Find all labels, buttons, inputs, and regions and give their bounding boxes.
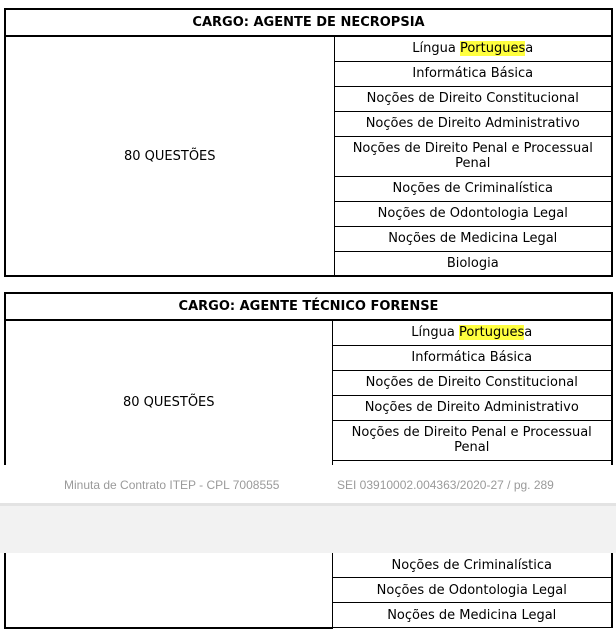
subject-cell: Noções de Medicina Legal [332,603,612,628]
cargo-table-continued [4,553,613,629]
footer-sei-page-text: SEI 03910002.004363/2020-27 / pg. 289 [337,478,554,492]
page-footer [0,465,616,503]
cargo-title: CARGO: AGENTE TÉCNICO FORENSE [5,293,612,320]
page-bottom [0,553,616,634]
highlighted-text: Portugues [459,41,526,57]
questions-count: 80 QUESTÕES [5,320,332,465]
subject-cell: Informática Básica [334,61,612,86]
highlighted-text: Portugues [458,325,525,341]
subject-cell: Noções de Direito Constitucional [334,86,612,111]
subject-cell: Noções de Direito Administrativo [332,395,612,420]
page-separator [0,503,616,506]
subject-cell: Noções de Criminalística [334,176,612,201]
subject-cell: Língua Portuguesa [332,320,612,345]
subject-cell: Noções de Direito Penal e Processual Penal [334,136,612,176]
subject-cell: Noções de Odontologia Legal [334,201,612,226]
questions-count: 80 QUESTÕES [5,36,334,276]
cargo-table-necropsia [4,8,613,277]
subject-cell: Informática Básica [332,345,612,370]
subject-cell: Noções de Direito Administrativo [334,111,612,136]
subject-cell: Noções de Medicina Legal [334,226,612,251]
subject-cell: Noções de Direito Penal e Processual Penal [332,420,612,460]
page-break [0,465,616,553]
cargo-title: CARGO: AGENTE DE NECROPSIA [5,9,612,36]
subject-cell: Língua Portuguesa [334,36,612,61]
subject-cell: Biologia [334,251,612,276]
cargo-table-tecnico-forense [4,292,613,465]
subject-cell: Noções de Criminalística [332,553,612,578]
footer-contract-text: Minuta de Contrato ITEP - CPL 7008555 [64,478,280,492]
questions-cell-continued [5,553,332,628]
subject-cell: Noções de Direito Constitucional [332,370,612,395]
subject-cell: Noções de Odontologia Legal [332,578,612,603]
